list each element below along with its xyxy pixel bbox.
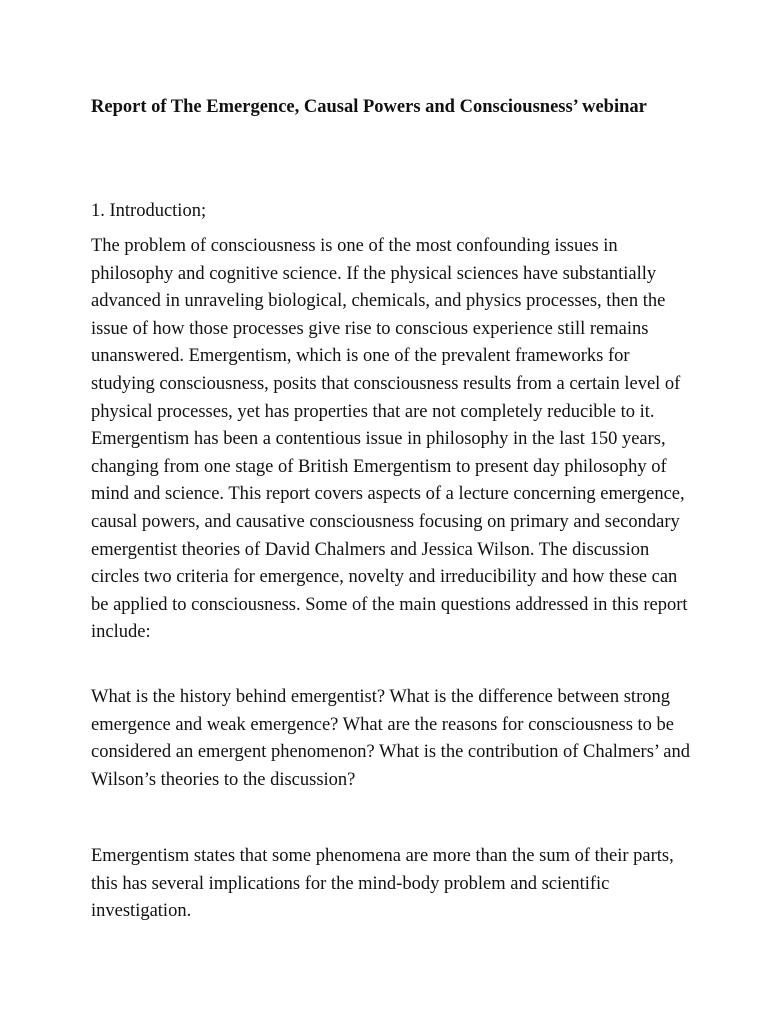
paragraph-introduction: The problem of consciousness is one of the most confounding issues in philosophy and cognitive science. If the physical sciences have substantially advanced in unraveling biological, chemicals, and physics processes, then the issue of how those processes give rise to conscious experience still remains unanswered. Emergentism, which is one of the prevalent frameworks for studying consciousness, posits that consciousness results from a certain level of physical processes, yet has properties that are not completely reducible to it. Emergentism has been a contentious issue in philosophy in the last 150 years, changing from one stage of British Emergentism to present day philosophy of mind and science. This report covers aspects of a lecture concerning emergence, causal powers, and causative consciousness focusing on primary and secondary emergentist theories of David Chalmers and Jessica Wilson. The discussion circles two criteria for emergence, novelty and irreducibility and how these can be applied to consciousness. Some of the main questions addressed in this report include:: [91, 236, 688, 643]
document-title: Report of The Emergence, Causal Powers and Consciousness’ webinar: [91, 97, 647, 117]
paragraph-emergentism-definition: Emergentism states that some phenomena are more than the sum of their parts, this has several implications for the mind-body problem and scientific investigation.: [91, 846, 674, 922]
section-heading-introduction: 1. Introduction;: [91, 201, 207, 221]
paragraph-questions: What is the history behind emergentist? What is the difference between strong emergence and weak emergence? What are the reasons for consciousness to be considered an emergent phenomenon? What is the contribution of Chalmers’ and Wilson’s theories to the discussion?: [91, 687, 691, 790]
